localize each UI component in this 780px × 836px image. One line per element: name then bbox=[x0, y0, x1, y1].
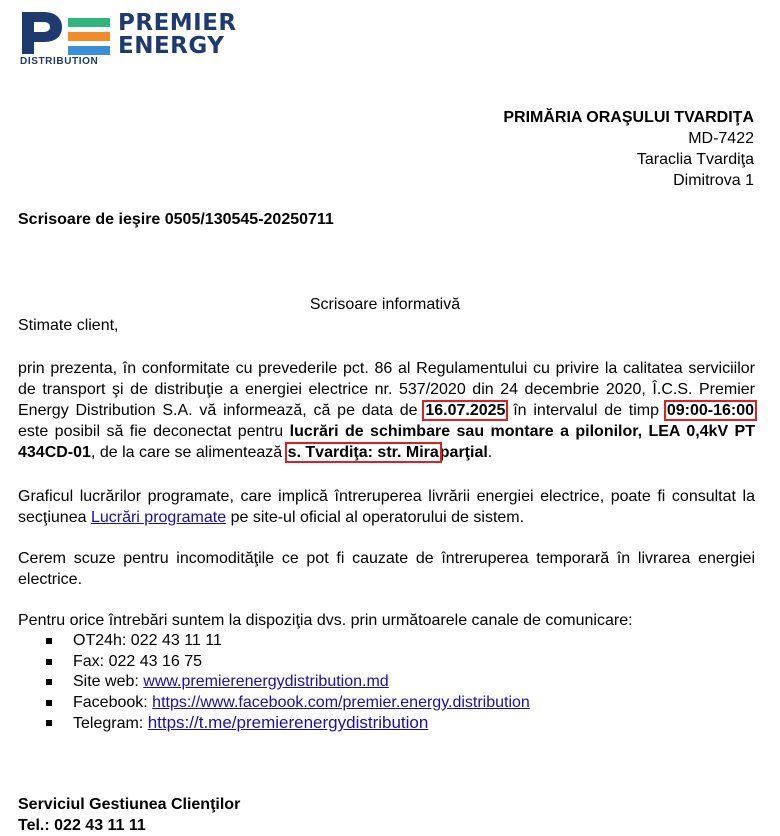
bullet-icon bbox=[46, 720, 52, 726]
list-item bbox=[46, 713, 530, 735]
telegram-link[interactable]: https://t.me/premierenergydistribution bbox=[147, 713, 429, 732]
notice-text-disconnect: este posibil să fie deconectat pentru bbox=[18, 423, 284, 440]
recipient-postal: MD-7422 bbox=[688, 130, 754, 147]
planned-works-link[interactable]: Lucrări programate bbox=[90, 509, 227, 526]
signature-phone: Tel.: 022 43 11 11 bbox=[18, 817, 146, 834]
bullet-icon bbox=[46, 679, 52, 685]
contact-fax: Fax: 022 43 16 75 bbox=[73, 652, 202, 670]
contact-telegram-label: Telegram: bbox=[73, 715, 144, 732]
partial-label: parţial bbox=[439, 444, 488, 461]
outage-location-highlight: s. Tvardiţa: str. Mira bbox=[287, 444, 439, 461]
company-logo bbox=[20, 10, 260, 68]
outage-time-highlight: 09:00-16:00 bbox=[666, 402, 755, 419]
notice-text-interval: în intervalul de timp bbox=[513, 402, 660, 419]
recipient-name: PRIMĂRIA ORAŞULUI TVARDIŢA bbox=[503, 109, 754, 126]
salutation: Stimate client, bbox=[18, 317, 119, 334]
bullet-icon bbox=[46, 700, 52, 706]
site-web-link[interactable]: www.premierenergydistribution.md bbox=[143, 673, 389, 690]
list-item bbox=[46, 631, 530, 652]
recipient-locality: Taraclia Tvardiţa bbox=[636, 151, 754, 168]
schedule-text-a: Graficul lucrărilor programate, care implică întreruperea livrării energiei electrice, poate fi consultat la secţiunea bbox=[18, 488, 755, 526]
apology-paragraph: Cerem scuze pentru incomodităţile ce pot fi cauzate de întreruperea temporară în livrarea energiei electrice. bbox=[18, 550, 755, 588]
contact-intro: Pentru orice întrebări suntem la dispoziţia dvs. prin următoarele canale de comunicare: bbox=[18, 612, 633, 629]
bullet-icon bbox=[46, 659, 52, 665]
contact-ot24h: OT24h: 022 43 11 11 bbox=[73, 632, 222, 649]
logo-word-energy: ENERGY bbox=[118, 33, 225, 59]
notice-paragraph bbox=[18, 358, 755, 463]
facebook-link[interactable]: https://www.facebook.com/premier.energy.distribution bbox=[152, 693, 530, 711]
notice-text-end: . bbox=[487, 444, 493, 461]
notice-text-intro: prin prezenta, în conformitate cu prevederile pct. 86 al Regulamentului cu privire la calitatea serviciilor de transport şi de distribuţie a energiei electrice nr. 537/2020 din 24 decembrie 2020, Î.C.S. Premier Energy Distribution S.A. vă informează, că pe data de bbox=[18, 360, 755, 419]
letter-title: Scrisoare informativă bbox=[309, 296, 461, 313]
bullet-icon bbox=[46, 638, 52, 644]
recipient-address bbox=[503, 107, 754, 191]
list-item bbox=[46, 652, 530, 673]
recipient-street: Dimitrova 1 bbox=[673, 172, 754, 189]
logo-word-premier: PREMIER bbox=[118, 10, 237, 36]
contact-facebook-label: Facebook: bbox=[73, 693, 148, 711]
logo-subtitle: DISTRIBUTION bbox=[20, 56, 99, 67]
signature-block bbox=[18, 794, 240, 836]
signature-department: Serviciul Gestiunea Clienţilor bbox=[18, 796, 241, 813]
outage-date-highlight: 16.07.2025 bbox=[425, 402, 506, 419]
contact-list bbox=[46, 631, 530, 735]
contact-site-label: Site web: bbox=[73, 673, 139, 690]
logo-bars-icon bbox=[68, 18, 110, 56]
schedule-paragraph bbox=[18, 486, 755, 528]
logo-p-mark-icon bbox=[20, 10, 64, 56]
letter-reference: Scrisoare de ieşire 0505/130545-20250711 bbox=[18, 211, 334, 228]
list-item bbox=[46, 693, 530, 714]
list-item bbox=[46, 672, 530, 693]
works-description: lucrări de schimbare sau montare a pilonilor, LEA 0,4kV PT 434CD-01 bbox=[18, 423, 756, 461]
schedule-text-b: pe site-ul oficial al operatorului de sistem. bbox=[230, 509, 525, 526]
notice-text-supply: , de la care se alimentează bbox=[90, 444, 283, 461]
